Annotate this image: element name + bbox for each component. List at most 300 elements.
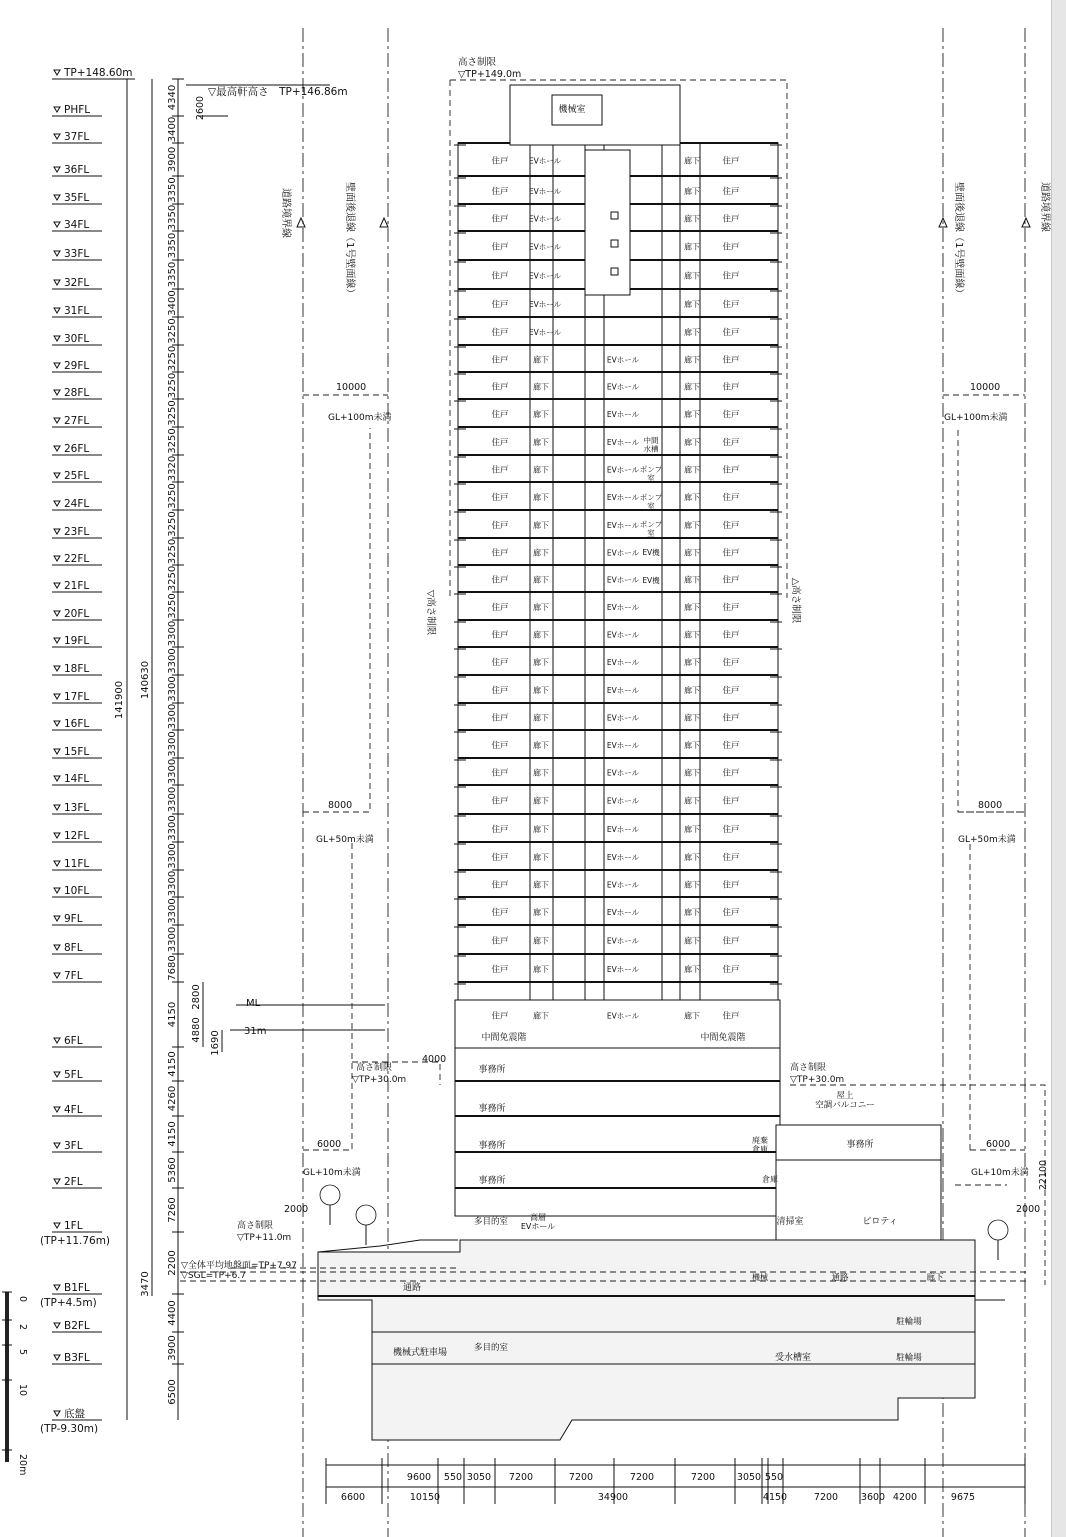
level-label-7: 7FL <box>64 970 83 982</box>
label-line: 中間 <box>643 436 659 445</box>
story-height-text: 3300 <box>167 758 178 785</box>
label-line: 室 <box>647 473 655 483</box>
ev-hall-label-core: EVホール <box>606 880 640 890</box>
level-label-13: 13FL <box>64 802 90 814</box>
dwelling-label-right: 住戸 <box>722 965 740 975</box>
dwelling-label-right: 住戸 <box>722 630 740 641</box>
tree-icon <box>320 1185 340 1225</box>
tree-crown <box>988 1220 1008 1240</box>
dwelling-label-left: 住戸 <box>491 382 509 393</box>
dwelling-label-right: 住戸 <box>722 300 740 310</box>
level-marker-icon <box>54 749 60 754</box>
gl50-left: GL+50m未満 <box>316 835 374 845</box>
scale-bar-rule <box>5 1292 9 1462</box>
story-height-text: 3250 <box>167 511 178 537</box>
bottom-dim-text: 4200 <box>892 1492 918 1503</box>
limit30-left-label: 高さ制限 <box>356 1063 393 1073</box>
dwelling-label-right: 住戸 <box>722 382 740 393</box>
level-marker-icon <box>54 390 60 395</box>
level-marker-icon <box>54 70 60 75</box>
dwelling-label-left: 住戸 <box>491 214 509 225</box>
scale-tick-label: 2 <box>17 1324 28 1331</box>
dwelling-label-right: 住戸 <box>722 493 740 503</box>
corridor-label: 廊下 <box>684 713 700 723</box>
ev-hall-label-core: EVホール <box>606 965 640 974</box>
level-label-3: 3FL <box>64 1140 83 1152</box>
dwelling-label-right: 住戸 <box>722 880 740 891</box>
level-marker-icon <box>54 336 60 341</box>
corridor-label-left: 廊下 <box>533 438 549 447</box>
gl100-right: GL+100m未満 <box>944 413 1008 423</box>
story-height-text: 7260 <box>167 1197 178 1223</box>
level-sublabel-b1: (TP+4.5m) <box>40 1297 97 1309</box>
bottom-dim-text: 10150 <box>409 1492 441 1503</box>
bottom-dim-text: 550 <box>443 1472 463 1483</box>
rooftop-label <box>815 1090 875 1111</box>
b-passage-label: 通路 <box>831 1273 849 1283</box>
corridor-label-left: 廊下 <box>533 382 549 392</box>
ev-hall-label-core: EVホール <box>606 575 640 585</box>
story-height-text: 3250 <box>167 345 178 372</box>
dwelling-label-right: 住戸 <box>722 796 740 807</box>
gl10-left: GL+10m未満 <box>303 1168 361 1178</box>
dwelling-label-right: 住戸 <box>722 686 740 696</box>
label-line: 室 <box>647 528 655 538</box>
level-marker-icon <box>54 861 60 866</box>
corridor-label-left: 廊下 <box>533 630 549 640</box>
corridor-label-left: 廊下 <box>533 410 549 419</box>
corridor-label-left: 廊下 <box>533 603 549 612</box>
level-marker-icon <box>54 107 60 112</box>
level-marker-icon <box>54 473 60 478</box>
shaft-block <box>585 150 630 295</box>
dwelling-label-left: 住戸 <box>491 271 509 282</box>
machine-room-label: 機械室 <box>558 105 586 115</box>
dwelling-label-right: 住戸 <box>722 242 740 253</box>
left-road-boundary: 道路境界線 <box>280 188 291 238</box>
corridor-label: 廊下 <box>684 630 700 640</box>
level-label-21: 21FL <box>64 580 90 592</box>
limit11-label: 高さ制限 <box>237 1221 274 1231</box>
story-height-text: 4400 <box>167 1300 178 1326</box>
ev-hall-label-core: EVホール <box>606 438 640 447</box>
story-height-text: 4150 <box>167 1001 178 1028</box>
dwelling-label-left: 住戸 <box>491 630 509 641</box>
story-height-text: 3300 <box>167 676 178 702</box>
bottom-dim-text: 3050 <box>736 1472 762 1483</box>
dwelling-label-right: 住戸 <box>722 713 740 724</box>
bottom-dim-text: 34900 <box>597 1492 629 1503</box>
story-height-text: 3300 <box>167 786 178 813</box>
office-label: 事務所 <box>478 1065 506 1075</box>
dwelling-label-right: 住戸 <box>722 853 740 863</box>
left-road-marker-icon <box>297 218 305 227</box>
dwelling-label-right: 住戸 <box>722 1011 740 1022</box>
dwelling-label-right: 住戸 <box>722 768 740 779</box>
corridor-label-left: 廊下 <box>533 741 549 750</box>
gl10-right: GL+10m未満 <box>971 1168 1029 1178</box>
bottom-dim-text: 7200 <box>690 1472 716 1483</box>
setback-2000-right: 2000 <box>1016 1204 1041 1215</box>
dwelling-label-right: 住戸 <box>722 548 740 559</box>
ev-hall-label-core: EVホール <box>606 630 640 640</box>
corridor-label: 廊下 <box>684 768 700 778</box>
story-height-text: 3300 <box>167 843 178 869</box>
dwelling-label-left: 住戸 <box>491 603 509 613</box>
story-height-text: 3400 <box>167 116 178 143</box>
office-label: 事務所 <box>478 1104 506 1114</box>
dwelling-label-right: 住戸 <box>722 603 740 613</box>
bottom-dim-text: 6600 <box>340 1492 366 1503</box>
corridor-label: 廊下 <box>684 187 700 196</box>
scale-tick-label: 10 <box>17 1384 28 1397</box>
dwelling-label-right: 住戸 <box>722 214 740 225</box>
setback-2000-left: 2000 <box>284 1204 309 1215</box>
setback-10000-left: 10000 <box>336 382 367 393</box>
story-height-text: 4150 <box>167 1051 178 1077</box>
story-height-text: 3300 <box>167 731 178 757</box>
level-marker-icon <box>54 363 60 368</box>
level-label-25: 25FL <box>64 470 90 482</box>
dwelling-label-left: 住戸 <box>491 713 509 724</box>
corridor-label: 廊下 <box>684 548 700 558</box>
corridor-label: 廊下 <box>684 521 700 530</box>
label-line: ポンプ <box>639 465 663 474</box>
ev-hall-label-core: EVホール <box>606 355 640 365</box>
gl100-left: GL+100m未満 <box>328 413 392 423</box>
ev-hall-label-core: EVホール <box>606 796 640 806</box>
level-marker-icon <box>54 916 60 921</box>
dwelling-label-left: 住戸 <box>491 438 509 448</box>
level-marker-icon <box>54 583 60 588</box>
level-label-4: 4FL <box>64 1104 83 1116</box>
story-height-text: 3300 <box>167 703 178 730</box>
corridor-label-left: 廊下 <box>533 796 549 806</box>
b-machine-label: 機械 <box>752 1273 768 1282</box>
bottom-dim-text: 3050 <box>466 1472 492 1483</box>
corridor-label: 廊下 <box>684 880 700 890</box>
sub-dim-3470: 3470 <box>140 1271 151 1297</box>
corridor-label-left: 廊下 <box>533 521 549 530</box>
storage-label: 倉庫 <box>762 1175 778 1184</box>
story-height-text: 3250 <box>167 565 178 592</box>
level-label-34: 34FL <box>64 219 90 231</box>
story-height-text: 3300 <box>167 898 178 924</box>
gl50-right: GL+50m未満 <box>958 835 1016 845</box>
sgl-label: ▽SGL=TP+6.7 <box>181 1271 246 1281</box>
overall-height-text: 141900 <box>114 680 125 720</box>
dwelling-label-left: 住戸 <box>491 548 509 559</box>
corridor-label: 廊下 <box>684 825 700 834</box>
corridor-label-left: 廊下 <box>533 686 549 695</box>
level-label-11: 11FL <box>64 858 90 870</box>
ev-hall-label-core: EVホール <box>606 768 640 778</box>
corridor-label-left: 廊下 <box>533 853 549 862</box>
ev-hall-label-upper: EVホール <box>528 156 562 166</box>
story-height-text: 3250 <box>167 428 178 454</box>
bottom-dim-text: 7200 <box>568 1472 594 1483</box>
dwelling-label-left: 住戸 <box>491 658 509 668</box>
level-label-27: 27FL <box>64 415 90 427</box>
dwelling-label-left: 住戸 <box>491 575 509 586</box>
level-marker-icon <box>54 666 60 671</box>
ev-hall-label-core: EVホール <box>606 521 640 530</box>
dwelling-label-left: 住戸 <box>491 465 509 476</box>
setback-6000-left: 6000 <box>317 1139 342 1150</box>
level-label-16: 16FL <box>64 718 90 730</box>
level-marker-icon <box>54 638 60 643</box>
story-height-text: 2200 <box>167 1250 178 1276</box>
story-height-text: 3300 <box>167 620 178 647</box>
label-line: 水槽 <box>643 444 659 454</box>
level-label-b2: B2FL <box>64 1320 90 1332</box>
level-marker-icon <box>54 888 60 893</box>
level-label-24: 24FL <box>64 498 90 510</box>
bottom-dim-text: 7200 <box>508 1472 534 1483</box>
page-edge <box>1051 0 1066 1537</box>
sub-dim-1690: 1690 <box>210 1030 221 1056</box>
level-marker-icon <box>54 418 60 423</box>
b-corridor-label: 廊下 <box>926 1273 944 1283</box>
corridor-label: 廊下 <box>684 853 700 862</box>
story-height-text: 3900 <box>167 146 178 173</box>
penthouse <box>510 85 680 145</box>
corridor-label: 廊下 <box>684 965 700 974</box>
multipurpose-label-b2: 多目的室 <box>473 1343 509 1353</box>
level-marker-icon <box>54 776 60 781</box>
office-label-right: 事務所 <box>846 1140 874 1150</box>
level-marker-icon <box>54 1179 60 1184</box>
ev-hall-label-core: EVホール <box>606 741 640 750</box>
level-marker-icon <box>54 251 60 256</box>
dwelling-label-right: 住戸 <box>722 825 740 835</box>
bike-label-2: 駐輪場 <box>896 1353 922 1363</box>
sub-dim-2800: 2800 <box>191 984 202 1010</box>
level-marker-icon <box>54 833 60 838</box>
setback-10000-right: 10000 <box>970 382 1001 393</box>
story-height-text: 7680 <box>167 955 178 981</box>
level-label-32: 32FL <box>64 277 90 289</box>
story-height-text: 3350 <box>167 232 178 259</box>
tree-icon <box>988 1220 1008 1260</box>
story-height-text: 3250 <box>167 538 178 565</box>
tree-crown <box>320 1185 340 1205</box>
level-label-30: 30FL <box>64 333 90 345</box>
level-label-19: 19FL <box>64 635 90 647</box>
bike-label-1: 駐輪場 <box>896 1317 922 1327</box>
corridor-label: 廊下 <box>684 936 700 946</box>
ev-hall-label-core: EVホール <box>606 908 640 917</box>
level-marker-icon <box>54 611 60 616</box>
dwelling-label-right: 住戸 <box>722 936 740 947</box>
level-marker-icon <box>54 1411 60 1416</box>
corridor-label-left: 廊下 <box>533 880 549 890</box>
story-height-text: 3400 <box>167 290 178 316</box>
level-label-35: 35FL <box>64 192 90 204</box>
level-label-8: 8FL <box>64 942 83 954</box>
corridor-label-left: 廊下 <box>533 548 549 558</box>
level-label-36: 36FL <box>64 164 90 176</box>
level-marker-icon <box>54 1072 60 1077</box>
scale-tick-label: 20m <box>17 1454 28 1476</box>
dwelling-label-left: 住戸 <box>491 328 509 338</box>
story-height-text: 3300 <box>167 648 178 674</box>
setback-8000-right: 8000 <box>978 800 1003 811</box>
label-line: 室 <box>647 501 655 511</box>
ev-hall-label-core: EVホール <box>606 713 640 723</box>
avg-ground-label: ▽全体平均地盤面=TP+7.97 <box>181 1261 297 1271</box>
dwelling-label-left: 住戸 <box>491 853 509 863</box>
level-label-phfl: PHFL <box>64 104 91 116</box>
story-height-text: 3250 <box>167 593 178 619</box>
dwelling-label-right: 住戸 <box>722 521 740 531</box>
ev-hall-label-upper: EVホール <box>528 187 562 196</box>
level-sublabel-1: (TP+11.76m) <box>40 1235 111 1247</box>
level-marker-icon <box>54 501 60 506</box>
31m-label: 31m <box>244 1026 267 1037</box>
parking-label: 機械式駐車場 <box>392 1348 448 1358</box>
corridor-label: 廊下 <box>684 658 700 667</box>
eaves-dim-text: 2600 <box>195 95 206 121</box>
level-label-1: 1FL <box>64 1220 83 1232</box>
dwelling-label-right: 住戸 <box>722 156 740 167</box>
ev-hall-label-core: EVホール <box>606 465 640 475</box>
level-label-base: 底盤 <box>64 1408 85 1420</box>
level-label-b1: B1FL <box>64 1282 90 1294</box>
corridor-label-left: 廊下 <box>533 713 549 723</box>
ev-hall-label-upper: EVホール <box>528 214 562 224</box>
scale-tick-label: 0 <box>17 1296 28 1303</box>
level-marker-icon <box>54 1355 60 1360</box>
limit30-right-tp: ▽TP+30.0m <box>790 1075 845 1085</box>
level-label-17: 17FL <box>64 691 90 703</box>
story-height-text: 3300 <box>167 815 178 841</box>
ev-hall-label-core: EVホール <box>606 936 640 946</box>
corridor-label: 廊下 <box>684 465 700 475</box>
ml-label: ML <box>246 998 261 1009</box>
label-line: 高層 <box>530 1213 546 1222</box>
level-label-28: 28FL <box>64 387 90 399</box>
dwelling-label-left: 住戸 <box>491 825 509 835</box>
ev-hall-label-core: EVホール <box>606 603 640 612</box>
story-height-text: 3320 <box>167 455 178 482</box>
water-tank-label <box>644 435 659 454</box>
label-line: ポンプ <box>639 520 663 529</box>
dwelling-label-right: 住戸 <box>722 465 740 476</box>
ev-hall-label-core: EVホール <box>606 658 640 667</box>
corridor-label: 廊下 <box>684 214 700 224</box>
left-wall-marker-icon <box>380 218 388 227</box>
level-label-14: 14FL <box>64 773 90 785</box>
story-height-text: 4150 <box>167 1121 178 1147</box>
bottom-dim-text: 4150 <box>762 1492 788 1503</box>
dwelling-label-left: 住戸 <box>491 741 509 751</box>
story-height-text: 3250 <box>167 318 178 344</box>
level-label-37: 37FL <box>64 131 90 143</box>
bottom-dim-text: 550 <box>764 1472 784 1483</box>
corridor-label-left: 廊下 <box>533 493 549 502</box>
height-limit-top-tp: ▽TP+149.0m <box>458 69 522 80</box>
level-marker-icon <box>54 805 60 810</box>
limit11-tp: ▽TP+11.0m <box>237 1233 292 1243</box>
ev-hall-label-core: EVホール <box>606 548 640 558</box>
level-marker-icon <box>54 945 60 950</box>
scale-tick-label: 5 <box>17 1349 28 1356</box>
dwelling-label-right: 住戸 <box>722 187 740 197</box>
corridor-label: 廊下 <box>684 242 700 252</box>
level-marker-icon <box>54 694 60 699</box>
corridor-label: 廊下 <box>684 575 700 585</box>
level-marker-icon <box>54 134 60 139</box>
dwelling-label-right: 住戸 <box>722 355 740 366</box>
story-height-text: 5360 <box>167 1157 178 1183</box>
level-marker-icon <box>54 167 60 172</box>
level-label-6: 6FL <box>64 1035 83 1047</box>
level-marker-icon <box>54 1223 60 1228</box>
level-marker-icon <box>54 1107 60 1112</box>
story-height-text: 3300 <box>167 926 178 953</box>
bottom-dim-text: 9675 <box>950 1492 976 1503</box>
corridor-label: 廊下 <box>684 603 700 612</box>
ev-hall-label-core: EVホール <box>606 493 640 502</box>
level-marker-icon <box>54 1143 60 1148</box>
piloti-label: ピロティ <box>862 1217 898 1227</box>
level-marker-icon <box>54 308 60 313</box>
dwelling-label-right: 住戸 <box>722 575 740 586</box>
ev-hall-label-core: EVホール <box>606 825 640 834</box>
level-label-10: 10FL <box>64 885 90 897</box>
eaves-height-mark: ▽最高軒高さ TP+146.86m <box>208 86 348 98</box>
level-label-23: 23FL <box>64 526 90 538</box>
ev-hall-label-core: EVホール <box>606 1011 640 1021</box>
corridor-label: 廊下 <box>684 271 700 281</box>
label-line: 廃棄 <box>752 1136 768 1145</box>
label-line: 倉庫 <box>752 1145 768 1154</box>
ev-hall-label-core: EVホール <box>606 686 640 695</box>
dwelling-label-left: 住戸 <box>491 493 509 503</box>
level-marker-icon <box>54 721 60 726</box>
ev-machine-label-2: EV機 <box>642 576 660 585</box>
corridor-label-left: 廊下 <box>533 825 549 834</box>
dwelling-label-left: 住戸 <box>491 355 509 366</box>
level-label-b3: B3FL <box>64 1352 90 1364</box>
corridor-label: 廊下 <box>684 686 700 695</box>
dwelling-label-right: 住戸 <box>722 410 740 420</box>
story-height-text: 3350 <box>167 204 178 231</box>
ground-wing <box>776 1160 941 1240</box>
dwelling-label-left: 住戸 <box>491 908 509 918</box>
label-line: 空調バルコニー <box>815 1100 875 1111</box>
story-height-text: 6500 <box>167 1379 178 1405</box>
bottom-dim-text: 7200 <box>813 1492 839 1503</box>
bottom-dim-text: 7200 <box>629 1472 655 1483</box>
corridor-label-left: 廊下 <box>533 965 549 974</box>
right-road-marker-icon <box>1022 218 1030 227</box>
story-height-text: 3250 <box>167 400 178 426</box>
level-marker-icon <box>54 222 60 227</box>
dwelling-label-left: 住戸 <box>491 1011 509 1022</box>
corridor-label-left: 廊下 <box>533 768 549 778</box>
level-label-5: 5FL <box>64 1069 83 1081</box>
corridor-label: 廊下 <box>684 493 700 502</box>
corridor-label: 廊下 <box>684 328 700 337</box>
ev-hall-label-core: EVホール <box>606 382 640 392</box>
setback-4000: 4000 <box>422 1054 447 1065</box>
dwelling-label-left: 住戸 <box>491 768 509 779</box>
dwelling-label-left: 住戸 <box>491 242 509 253</box>
tree-crown <box>356 1205 376 1225</box>
level-label-20: 20FL <box>64 608 90 620</box>
